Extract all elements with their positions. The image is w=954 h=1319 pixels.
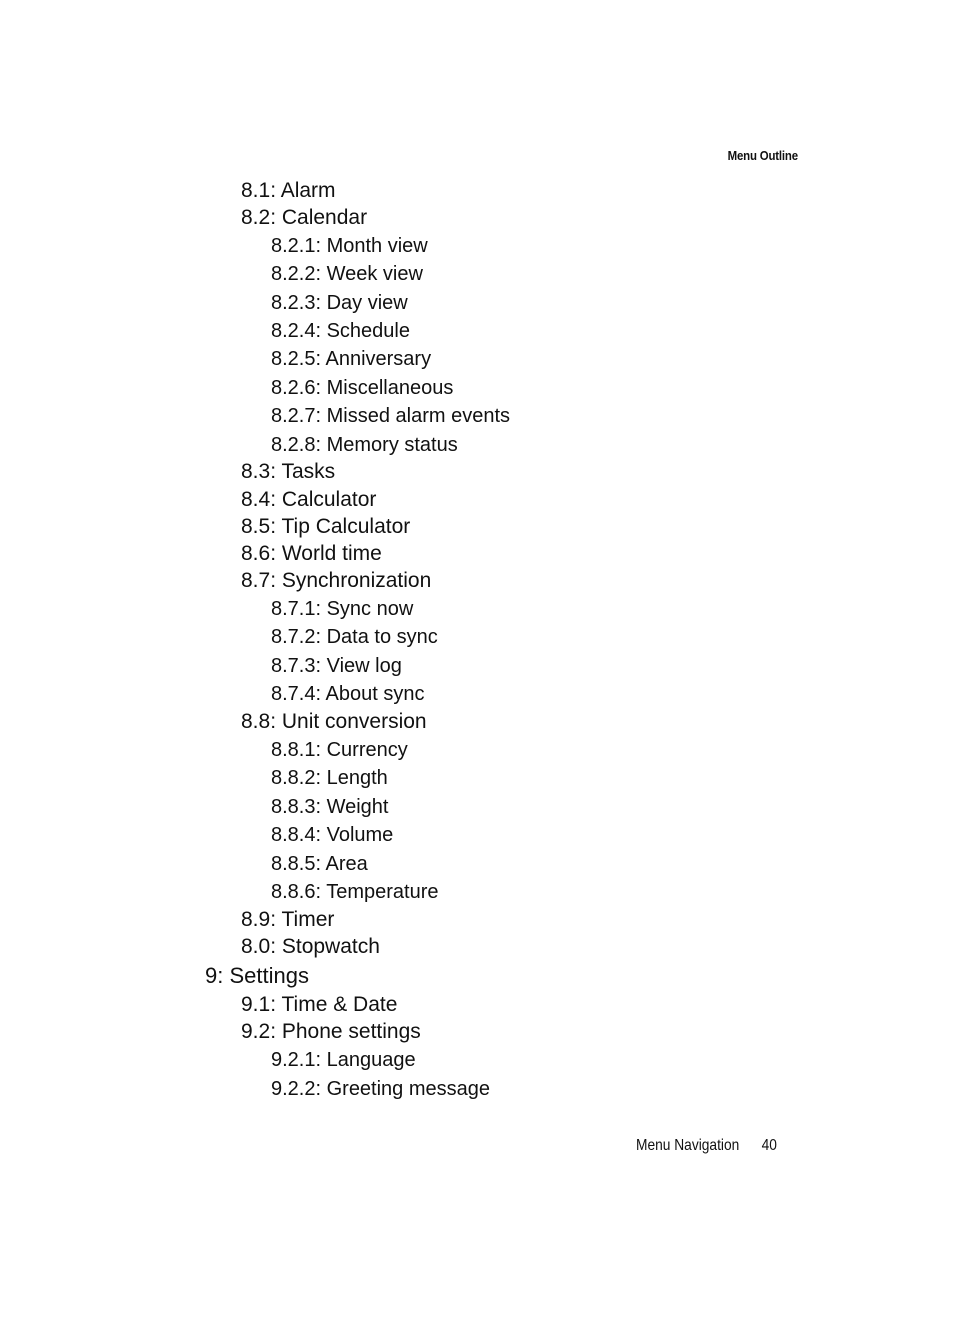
outline-item-level-2: 8.2.8: Memory status xyxy=(271,434,458,456)
outline-item-level-2: 8.7.1: Sync now xyxy=(271,598,414,620)
page-number: 40 xyxy=(761,1137,777,1154)
outline-item-level-1: 8.2: Calendar xyxy=(241,206,368,229)
outline-item-level-1: 8.1: Alarm xyxy=(241,179,336,202)
outline-item-level-2: 8.2.6: Miscellaneous xyxy=(271,377,454,399)
outline-item-level-2: 8.7.2: Data to sync xyxy=(271,626,438,648)
outline-item-level-0: 9: Settings xyxy=(205,963,309,988)
outline-item-level-2: 8.2.3: Day view xyxy=(271,292,408,314)
outline-item-level-2: 8.7.3: View log xyxy=(271,655,402,677)
outline-item-level-2: 8.2.2: Week view xyxy=(271,263,423,285)
outline-item-level-2: 8.8.3: Weight xyxy=(271,796,389,818)
outline-item-level-1: 8.8: Unit conversion xyxy=(241,710,427,733)
outline-item-level-1: 8.7: Synchronization xyxy=(241,569,432,592)
outline-item-level-1: 9.2: Phone settings xyxy=(241,1020,421,1043)
outline-item-level-2: 8.2.4: Schedule xyxy=(271,320,410,342)
outline-item-level-1: 9.1: Time & Date xyxy=(241,993,398,1016)
footer-section-title: Menu Navigation xyxy=(636,1137,740,1154)
outline-item-level-1: 8.0: Stopwatch xyxy=(241,935,380,958)
outline-item-level-2: 8.8.5: Area xyxy=(271,853,368,875)
outline-item-level-2: 9.2.1: Language xyxy=(271,1049,416,1071)
outline-item-level-2: 8.8.4: Volume xyxy=(271,824,394,846)
outline-item-level-2: 8.2.1: Month view xyxy=(271,235,428,257)
outline-item-level-2: 8.2.5: Anniversary xyxy=(271,348,432,370)
running-header: Menu Outline xyxy=(727,148,798,163)
outline-item-level-1: 8.6: World time xyxy=(241,542,382,565)
outline-item-level-1: 8.9: Timer xyxy=(241,908,335,931)
outline-item-level-1: 8.5: Tip Calculator xyxy=(241,515,411,538)
outline-item-level-1: 8.4: Calculator xyxy=(241,488,377,511)
outline-item-level-1: 8.3: Tasks xyxy=(241,460,336,483)
outline-item-level-2: 8.8.1: Currency xyxy=(271,739,408,761)
outline-item-level-2: 8.8.2: Length xyxy=(271,767,388,789)
outline-item-level-2: 8.2.7: Missed alarm events xyxy=(271,405,510,427)
outline-item-level-2: 8.7.4: About sync xyxy=(271,683,425,705)
outline-item-level-2: 8.8.6: Temperature xyxy=(271,881,439,903)
page-footer xyxy=(636,1137,777,1155)
outline-item-level-2: 9.2.2: Greeting message xyxy=(271,1078,491,1100)
